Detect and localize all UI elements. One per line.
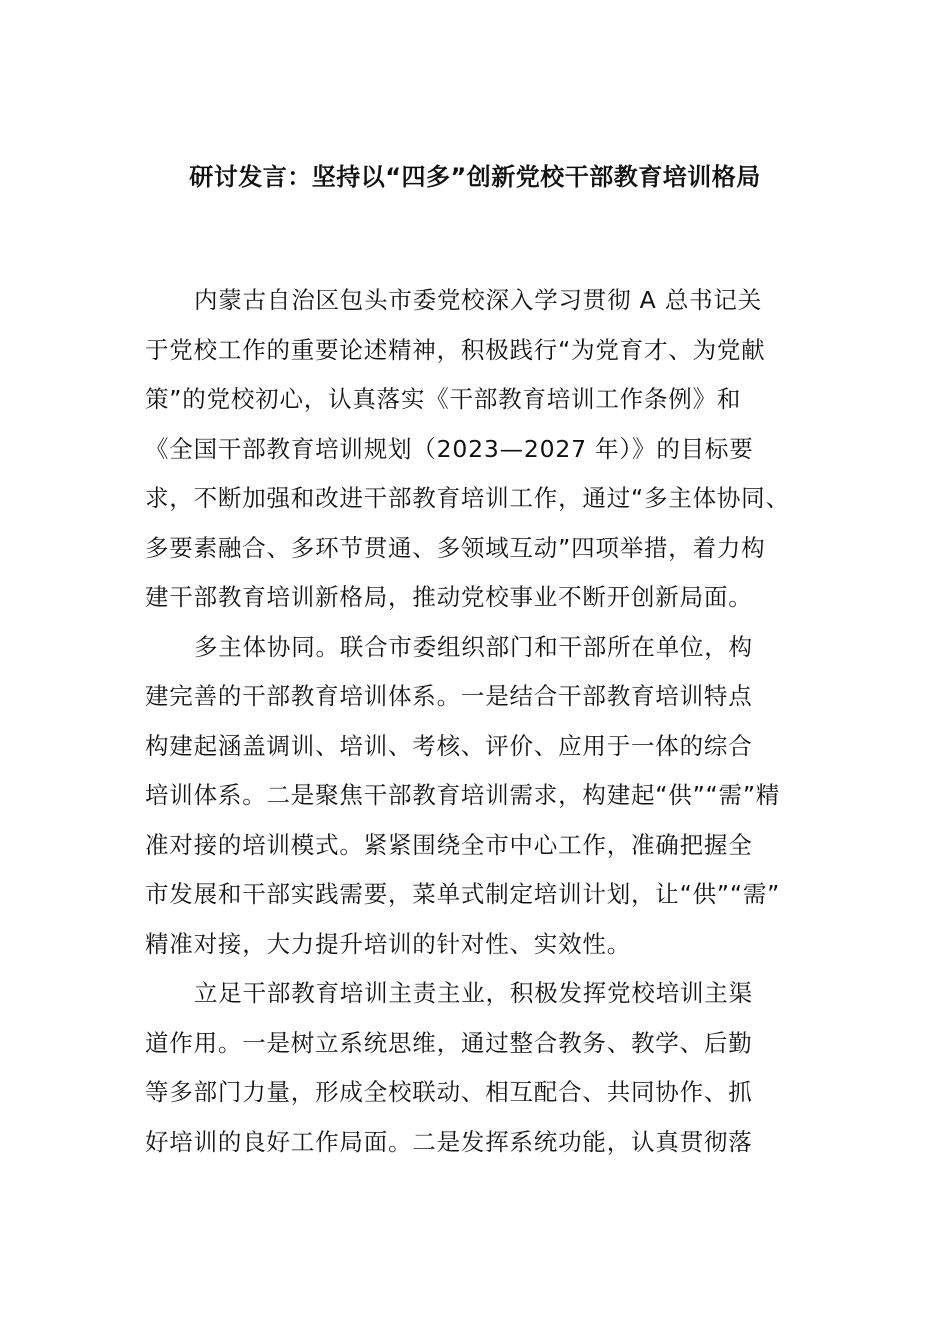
text-line: 准对接的培训模式。紧紧围绕全市中心工作，准确把握全 (145, 830, 753, 859)
text-line: 《全国干部教育培训规划（2023—2027 年）》的目标要 (145, 434, 754, 463)
text-line: 市发展和干部实践需要，菜单式制定培训计划，让“供”“需” (145, 880, 781, 908)
text-line: 建完善的干部教育培训体系。一是结合干部教育培训特点 (145, 682, 753, 710)
text-line: 精准对接，大力提升培训的针对性、实效性。 (145, 929, 631, 958)
paragraph (145, 276, 845, 623)
text-line: 建干部教育培训新格局，推动党校事业不断开创新局面。 (145, 583, 753, 611)
paragraph (145, 969, 845, 1167)
text-line: 道作用。一是树立系统思维，通过整合教务、教学、后勤 (145, 1028, 753, 1057)
text-line: 于党校工作的重要论述精神，积极践行“为党育才、为党献 (145, 335, 766, 364)
text-line: 策”的党校初心，认真落实《干部教育培训工作条例》和 (145, 385, 742, 413)
text-line: 等多部门力量，形成全校联动、相互配合、共同协作、抓 (145, 1078, 753, 1106)
text-line: 多要素融合、多环节贯通、多领域互动”四项举措，着力构 (145, 533, 766, 562)
text-line: 好培训的良好工作局面。二是发挥系统功能，认真贯彻落 (145, 1127, 753, 1156)
text-line: 多主体协同。联合市委组织部门和干部所在单位，构 (194, 632, 753, 661)
text-line: 内蒙古自治区包头市委党校深入学习贯彻 A 总书记关 (194, 286, 763, 314)
paragraph (145, 623, 845, 970)
text-line: 构建起涵盖调训、培训、考核、评价、应用于一体的综合 (145, 731, 753, 760)
text-line: 培训体系。二是聚焦干部教育培训需求，构建起“供”“需”精 (145, 781, 781, 809)
text-line: 求，不断加强和改进干部教育培训工作，通过“多主体协同、 (145, 484, 790, 512)
document-body (145, 276, 845, 1167)
document-title: 研讨发言：坚持以“四多”创新党校干部教育培训格局 (189, 163, 761, 191)
text-line: 立足干部教育培训主责主业，积极发挥党校培训主渠 (194, 979, 753, 1007)
